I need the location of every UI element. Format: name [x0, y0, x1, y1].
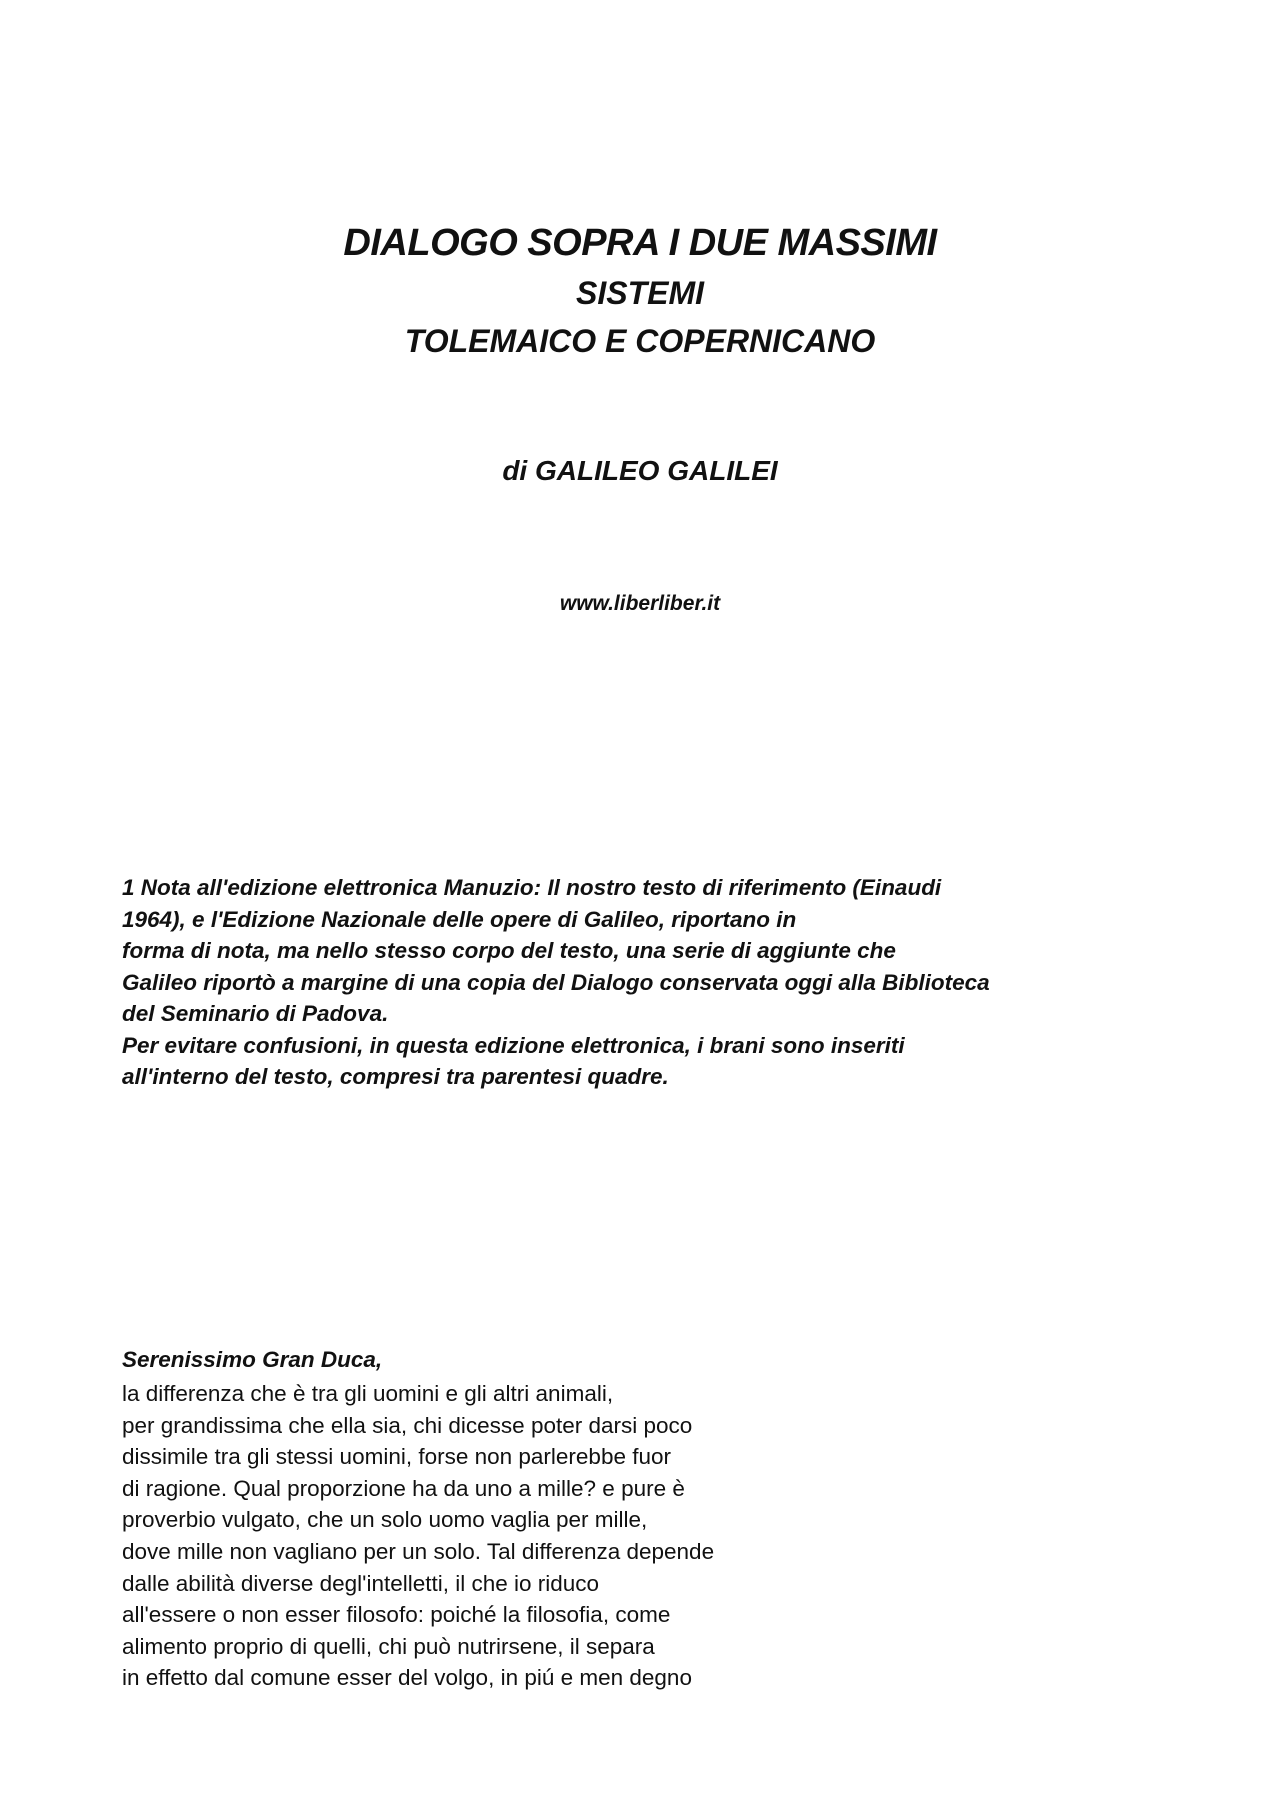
body-line: all'essere o non esser filosofo: poiché la filosofia, come [122, 1602, 671, 1628]
body-line: per grandissima che ella sia, chi dicesse poter darsi poco [122, 1412, 693, 1438]
website-link[interactable]: www.liberliber.it [559, 592, 721, 615]
title-line-1: DIALOGO SOPRA I DUE MASSIMI [343, 222, 937, 264]
body-line: in effetto dal comune esser del volgo, in piú e men degno [122, 1665, 692, 1691]
body-line: la differenza che è tra gli uomini e gli altri animali, [122, 1381, 614, 1406]
note-line: del Seminario di Padova. [122, 1001, 389, 1026]
dedication-body [122, 1378, 1182, 1694]
body-line: di ragione. Qual proporzione ha da uno a mille? e pure è [122, 1475, 685, 1501]
title-line-2: SISTEMI [575, 275, 704, 311]
body-line: alimento proprio di quelli, chi può nutrirsene, il separa [122, 1633, 655, 1659]
body-line: proverbio vulgato, che un solo uomo vaglia per mille, [122, 1507, 648, 1533]
editorial-note [122, 872, 1182, 1093]
salutation: Serenissimo Gran Duca, [122, 1347, 383, 1372]
body-line: dissimile tra gli stessi uomini, forse non parlerebbe fuor [122, 1444, 671, 1470]
note-line: Galileo riportò a margine di una copia del Dialogo conservata oggi alla Biblioteca [122, 969, 990, 995]
body-line: dove mille non vagliano per un solo. Tal differenza depende [122, 1538, 715, 1564]
note-line: all'interno del testo, compresi tra parentesi quadre. [122, 1064, 669, 1089]
note-line: Per evitare confusioni, in questa edizione elettronica, i brani sono inseriti [122, 1032, 905, 1058]
note-line: forma di nota, ma nello stesso corpo del testo, una serie di aggiunte che [122, 938, 896, 963]
title-line-3: TOLEMAICO E COPERNICANO [404, 323, 876, 359]
note-line: 1 Nota all'edizione elettronica Manuzio: Il nostro testo di riferimento (Einaudi [122, 875, 942, 900]
author-line: di GALILEO GALILEI [502, 455, 778, 486]
note-line: 1964), e l'Edizione Nazionale delle opere di Galileo, riportano in [122, 906, 797, 932]
body-line: dalle abilità diverse degl'intelletti, il che io riduco [122, 1570, 600, 1596]
